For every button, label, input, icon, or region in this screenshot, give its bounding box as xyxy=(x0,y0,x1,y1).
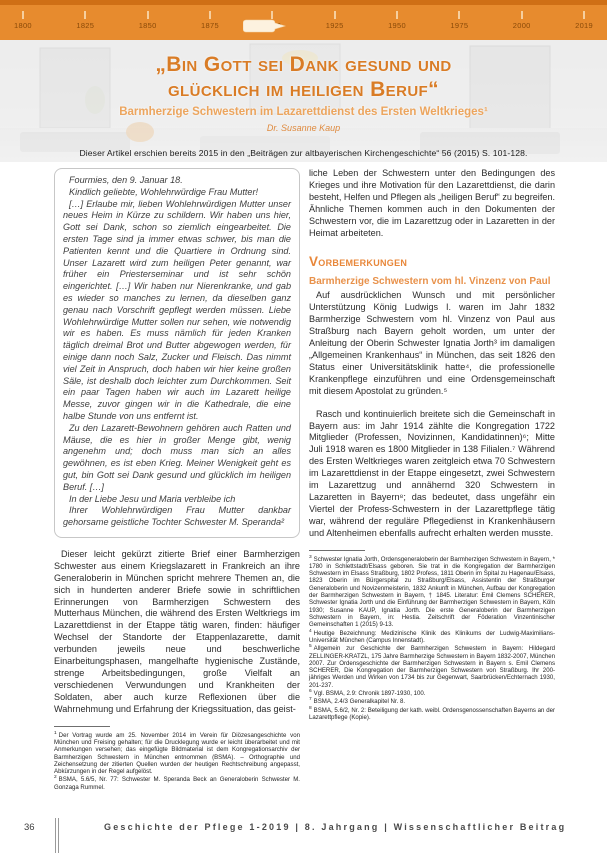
footnote-number: 6 xyxy=(309,689,312,694)
letter-quote-box xyxy=(54,168,300,538)
letter-salutation: Kindlich geliebte, Wohlehrwürdige Frau Mutter! xyxy=(69,186,259,197)
tick-mark xyxy=(458,11,460,19)
tick-mark xyxy=(147,11,149,19)
footnote xyxy=(309,645,555,689)
timeline-bar xyxy=(0,0,607,40)
article-title-line-1: „Bin Gott sei Dank gesund und xyxy=(155,53,452,76)
article-body xyxy=(0,168,607,813)
letter-dateline: Fourmies, den 9. Januar 18. xyxy=(69,175,183,185)
timeline-year-label: 1925 xyxy=(325,21,344,30)
footnote-number: 7 xyxy=(309,697,312,703)
footnote xyxy=(309,690,555,697)
timeline-tick xyxy=(575,5,593,30)
timeline-year-label: 1850 xyxy=(138,21,157,30)
article-author: Dr. Susanne Kaup xyxy=(266,123,341,133)
body-paragraph: Dieser leicht gekürzt zitierte Brief einer Barmherzigen Schwester aus einem Kriegslazarett in Frankreich an ihre Generaloberin in München spricht mehrere Themen an, die sich in hunderten anderer Briefe sowie in schriftlichen Erinnerungen von Barmherzigen Schwestern des Mutterhaus München, die während des Ersten Weltkriegs im Lazarettdienst in der Etappe tätig waren, finden: häufiger Wechsel der Standorte der Etappenlazarette, damit verbunden jeweils neue und beschwerliche Einarbeitungsphasen, mangelhafte hygienische Zustände, strenge Arbeitsbedingungen, große Vielfalt an verschiedenen Verwundungen und Krankheiten der Soldaten, aber auch kurze Reflexionen über die Wahrnehmung und Erfahrung der Kriegssituation, das geist- xyxy=(54,548,300,714)
tick-mark xyxy=(583,11,585,19)
page-footer xyxy=(0,818,607,853)
timeline-tick xyxy=(14,5,32,30)
tick-mark xyxy=(521,11,523,19)
footnote-number: 4 xyxy=(309,628,312,634)
timeline-tick xyxy=(513,5,531,30)
letter-signature: Ihrer Wohlehrwürdigen Frau Mutter dankbar gehorsame geistliche Tochter Schwester M. Speranda² xyxy=(63,505,291,528)
timeline-year-label: 1800 xyxy=(14,21,32,30)
journal-info: Geschichte der Pflege 1-2019 | 8. Jahrgang | Wissenschaftlicher Beitrag xyxy=(104,822,567,832)
footnote-separator xyxy=(309,550,365,551)
timeline-ticks xyxy=(0,5,607,40)
letter-paragraph: Zu den Lazarett-Bewohnern gehören auch Ratten und Mäuse, die es hier in großer Menge gibt, wenig angenehm und; doch muss man sich an alles gewöhnen, es ist eben Krieg. Meiner Wenigkeit geht es gut, bin Gott sei Dank gesund und glücklich im heiligen Beruf. […] xyxy=(63,422,291,492)
letter-closing: In der Liebe Jesu und Maria verbleibe ich xyxy=(69,493,236,504)
footnote-text: BSMA, 5.6/2, Nr. 2: Beteiligung der kath. weibl. Ordensgenossenschaften Bayerns an der Lazarettpflege (Kopie). xyxy=(309,706,555,721)
footnote xyxy=(54,776,300,791)
right-column xyxy=(309,168,555,813)
timeline-year-label: 1825 xyxy=(76,21,95,30)
timeline-tick xyxy=(76,5,94,30)
subsection-heading: Barmherzige Schwestern vom hl. Vinzenz von Paul xyxy=(309,276,551,288)
footnote-text: Schwester Ignatia Jorth, Ordensgeneraloberin der Barmherzigen Schwestern in Bayern, * 1780 in Schlettstadt/Elsass geboren. Sie trat in die Kongregation der Barmherzigen Schwestern im Elsass Straßburg, 1802 Profess, 1811 Oberin im Spital zu Hagenau/Elsass, 1823 Oberin im Bürgerspital zu Straßburg/Elsass, Assistentin der Straßburger Generaloberin und Novizenmeisterin, 1832 Ankunft in München, Aufbau der Kongregation der Barmherzigen Schwestern in Bayern, † 1845. Literatur: Emil Clemens SCHERER, Schwester Ignatia Jorth und die Einführung der Barmherzigen Schwestern in Bayern, Köln 1930; Susanne KAUP, Ignatia Jorth. Die erste Generaloberin der Barmherzigen Schwestern in Bayern, in: Hestia. Zeitschrift der Föderation Vinzentinischer Gemeinschaften 1 (2015) 9-13. xyxy=(309,555,555,629)
timeline-tick xyxy=(326,5,344,30)
timeline-tick xyxy=(450,5,468,30)
footnote-number: 8 xyxy=(309,705,312,711)
timeline-year-label: 1975 xyxy=(450,21,469,30)
timeline-year-label: 1875 xyxy=(201,21,219,30)
footnote-text: Heutige Bezeichnung: Medizinische Klinik des Klinikums der Ludwig-Maximilians-Universität München (Campus Innenstadt). xyxy=(309,629,555,644)
reprint-note: Dieser Artikel erschien bereits 2015 in den „Beiträgen zur altbayerischen Kirchengeschichte“ 56 (2015) S. 101-128. xyxy=(79,148,528,158)
letter-paragraph: […] Erlaube mir, lieben Wohlehrwürdigen Mutter unser neues Heim in Kürze zu schildern. Wir haben uns hier, Gott sei Dank, schon so ziemlich eingearbeitet. Die ersten Tage sind ja immer etwas schwer, bis man die Patienten kennt und die Quartiere in Ordnung sind. Unser Lazarett wird zum heiligen Peter genannt, war früher ein Priesterseminar und ist sehr schön eingerichtet. […] Wir haben nur Nierenkranke, und gab es wieder so manches zu lernen, da dieselben ganz genau nach Vorschrift gepflegt werden müssen. Liebe Wohlehrwürdige Mutter sollen nur sehen, wie notwendig wir es haben. Es muss nämlich für jeden Kranken täglich dreimal Brot und Butter abgewogen werden, für einige dann noch Salz, Zucker und Fleisch. Das nimmt viel Zeit in Anspruch, doch haben wir hier keine großen Säle, ist deshalb doch leichter zum Durchkommen. Seit ein paar Tagen haben wir auch im Lazarett heilige Messe, zuvor gingen wir in die Kathedrale, die eine halbe Stunde von uns entfernt ist. xyxy=(63,198,291,421)
footer-divider xyxy=(55,818,59,853)
footnote-text: Allgemein zur Geschichte der Barmherzigen Schwestern in Bayern: Hildegard ZELLINGER-KRATZL, 175 Jahre Barmherzige Schwestern in Bayern 1832-2007, München 2007. Zur Ordensgeschichte der Barmherzigen Schwestern in Bayern s. Emil Clemens SCHERER, Die Kongregation der Barmherzigen Schwestern von Straßburg. Ihr 200-jähriges Werden und Wirken von 1734 bis zur Gegenwart, Saarbrücken/Echternach 1930, 201-237. xyxy=(309,645,555,689)
footnote-number: 1 xyxy=(54,730,57,736)
page-number: 36 xyxy=(24,822,35,833)
footnote-text: Vgl. BSMA, 2.9: Chronik 1897-1930, 100. xyxy=(313,690,426,698)
footnote-number: 2 xyxy=(54,775,57,781)
footnote-number: 5 xyxy=(309,644,312,650)
tick-mark xyxy=(22,11,24,19)
footnote xyxy=(309,707,555,722)
timeline-year-label: 2019 xyxy=(575,21,593,30)
section-heading: Vorbemerkungen xyxy=(309,254,408,270)
body-paragraph: Auf ausdrücklichen Wunsch und mit persönlicher Unterstützung König Ludwigs I. waren im Jahr 1832 Barmherzige Schwestern vom hl. Vinzenz von Paul aus Straßburg nach Bayern geholt worden, um unter der Anleitung der Oberin Schwester Ignatia Jorth³ im damaligen „Allgemeinen Krankenhaus“ in München, das seit 1826 den Status einer Universitätsklinik hatte⁴, die professionelle Krankenpflege einzuführen und eine Ordensgemeinschaft mit diesem Apostolat zu gründen.⁵ xyxy=(309,290,555,396)
tick-mark xyxy=(334,11,336,19)
timeline-tick xyxy=(139,5,157,30)
timeline-year-label: 2000 xyxy=(512,21,531,30)
timeline-pointer-icon xyxy=(243,18,287,34)
article-title-line-2: glücklich im heiligen Beruf“ xyxy=(167,78,440,101)
footnote-text: BSMA, 5.6/5, Nr. 77: Schwester M. Speranda Beck an Generaloberin Schwester M. Gonzaga Rummel. xyxy=(54,776,300,791)
tick-mark xyxy=(396,11,398,19)
body-paragraph-continuation: liche Leben der Schwestern unter den Bedingungen des Krieges und ihre Motivation für den Lazarettdienst, die darin besteht, Helfen und Pflegen als „heiligen Beruf“ zu begreifen. Ähnliche Themen kommen auch in den Dokumenten der Schwestern vor, die im Lazarettzug oder in Lazaretten in der Heimat arbeiteten. xyxy=(309,168,555,238)
footnote xyxy=(309,556,555,629)
footnote xyxy=(309,630,555,645)
footnote-number: 3 xyxy=(309,554,312,560)
footnote xyxy=(54,732,300,776)
timeline-year-label: 1950 xyxy=(388,21,406,30)
header-photo xyxy=(0,40,607,162)
footnote xyxy=(309,698,555,705)
footnote-separator xyxy=(54,726,110,727)
tick-mark xyxy=(84,11,86,19)
body-paragraph: Rasch und kontinuierlich breitete sich die Gemeinschaft in Bayern aus: im Jahr 1914 zählte die Kongregation 1722 Mitglieder (Professen, Novizinnen, Kandidatinnen)⁶; Mitte Juli 1918 waren es 1800 Mitglieder in 138 Filialen.⁷ Während des Ersten Weltkrieges waren zeitgleich etwa 70 Schwestern im Lazarettdienst in der Etappe eingesetzt, zwei Schwestern im Lazarettzug und annähernd 320 Schwestern in Lazaretten in Bayern⁸; das bedeutet, dass ungefähr ein Viertel der Profess-Schwestern in der Lazarettpflege tätig war, während der reguläre Pflegedienst in Krankenhäusern und Altenheimen ebenfalls aufrecht erhalten werden musste. xyxy=(309,408,555,538)
footnote-text: Der Vortrag wurde am 25. November 2014 im Verein für Diözesangeschichte von München und Freising gehalten; für die Drucklegung wurde er leicht überarbeitet und mit Anmerkungen versehen; das eingefügte Bildmaterial ist dem Kongregationsarchiv der Barmherzigen Schwestern in München entnommen (BSMA). – Orthographie und Zeichensetzung der zitierten Quellen wurden der heutigen Rechtschreibung angepasst, Abkürzungen in der Regel aufgelöst. xyxy=(54,731,300,776)
timeline-tick xyxy=(388,5,406,30)
left-column xyxy=(54,168,300,813)
timeline-tick xyxy=(201,5,219,30)
article-subtitle: Barmherzige Schwestern im Lazarettdienst des Ersten Weltkrieges¹ xyxy=(119,106,488,118)
footnote-text: BSMA, 2.4/3 Generalkapitel Nr. 8. xyxy=(313,698,406,706)
tick-mark xyxy=(209,11,211,19)
article-header xyxy=(0,40,607,133)
